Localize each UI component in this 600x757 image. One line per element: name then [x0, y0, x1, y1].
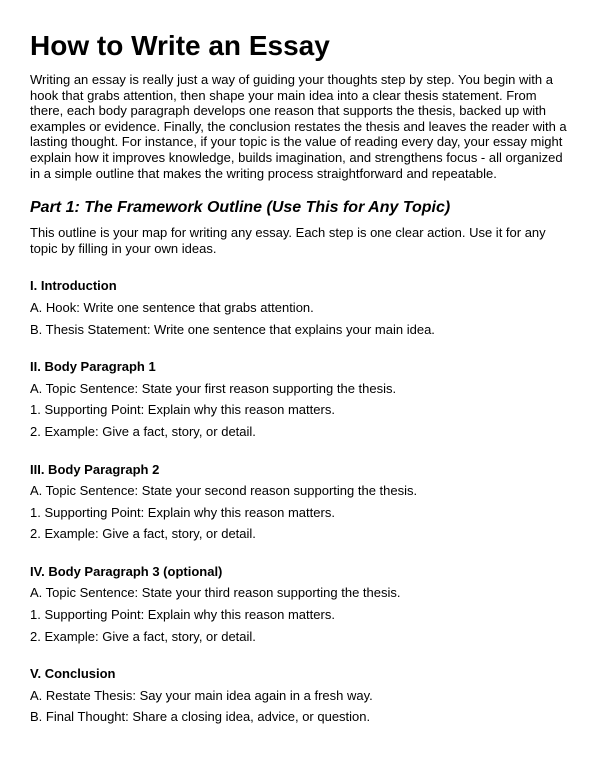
outline-section-heading: V. Conclusion — [30, 666, 116, 682]
outline-section-heading: I. Introduction — [30, 278, 117, 294]
outline-section — [30, 564, 570, 644]
outline-section-heading: III. Body Paragraph 2 — [30, 461, 160, 477]
outline-item: B. Final Thought: Share a closing idea, advice, or question. — [30, 709, 371, 725]
framework-outline — [30, 278, 570, 725]
outline-item: A. Topic Sentence: State your second reason supporting the thesis. — [30, 483, 418, 499]
outline-section — [30, 462, 570, 542]
outline-item: 2. Example: Give a fact, story, or detail. — [30, 423, 256, 439]
part1-description: This outline is your map for writing any essay. Each step is one clear action. Use it for any topic by filling in your own ideas. — [30, 225, 546, 256]
part1-heading: Part 1: The Framework Outline (Use This for Any Topic) — [30, 199, 451, 217]
intro-paragraph: Writing an essay is really just a way of guiding your thoughts step by step. You begin with a hook that grabs attention, then shape your main idea into a clear thesis statement. From there, each body paragraph develops one reason that supports the thesis, backed up with examples or evidence. Finally, the conclusion restates the thesis and leaves the reader with a lasting thought. For instance, if your topic is the value of reading every day, your essay might explain how it improves knowledge, builds imagination, and strengthens focus - all organized in a simple outline that makes the writing process straightforward and repeatable. — [30, 72, 567, 181]
outline-item: 1. Supporting Point: Explain why this reason matters. — [30, 504, 335, 520]
outline-item: 2. Example: Give a fact, story, or detail. — [30, 628, 256, 644]
outline-section-heading: IV. Body Paragraph 3 (optional) — [30, 563, 223, 579]
outline-section — [30, 666, 570, 725]
outline-item: B. Thesis Statement: Write one sentence that explains your main idea. — [30, 321, 435, 337]
document-title: How to Write an Essay — [30, 30, 330, 61]
outline-item: A. Hook: Write one sentence that grabs attention. — [30, 299, 314, 315]
outline-section — [30, 359, 570, 439]
outline-item: A. Topic Sentence: State your third reason supporting the thesis. — [30, 585, 401, 601]
outline-section-heading: II. Body Paragraph 1 — [30, 359, 156, 375]
outline-item: 2. Example: Give a fact, story, or detail. — [30, 526, 256, 542]
outline-item: 1. Supporting Point: Explain why this reason matters. — [30, 607, 335, 623]
outline-item: A. Restate Thesis: Say your main idea again in a fresh way. — [30, 687, 373, 703]
outline-item: 1. Supporting Point: Explain why this reason matters. — [30, 402, 335, 418]
outline-section — [30, 278, 570, 337]
outline-item: A. Topic Sentence: State your first reason supporting the thesis. — [30, 380, 397, 396]
